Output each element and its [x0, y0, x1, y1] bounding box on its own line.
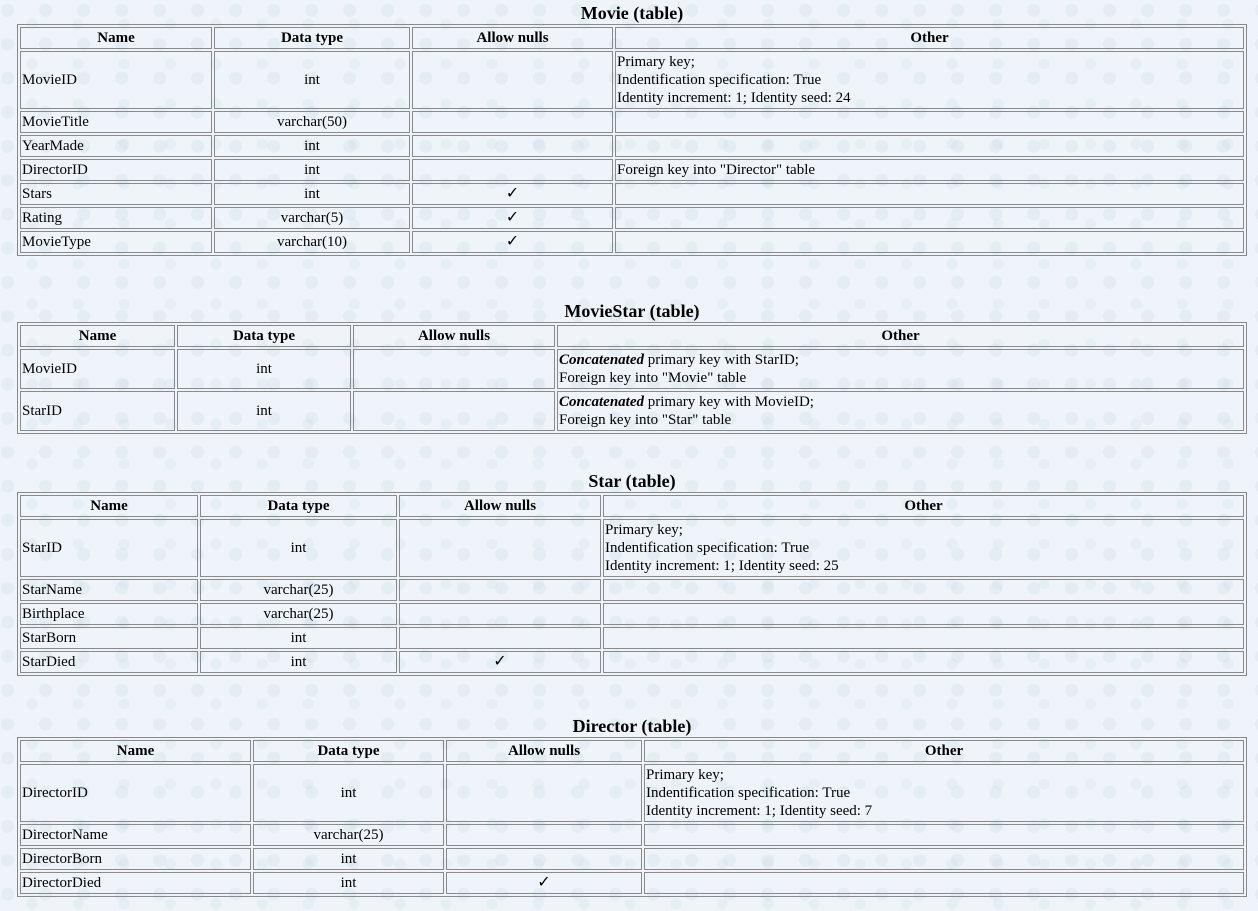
concatenated-emphasis: Concatenated: [559, 394, 644, 410]
other-line: Identity increment: 1; Identity seed: 24: [617, 90, 851, 106]
column-nulls: [412, 51, 613, 109]
other-text: primary key with StarID;: [644, 352, 799, 368]
other-line: Foreign key into "Movie" table: [559, 370, 747, 386]
column-name: Birthplace: [20, 603, 198, 625]
director-table-section: [17, 715, 1247, 897]
allow-nulls-check-icon: ✓: [412, 183, 613, 205]
column-other: [644, 764, 1244, 822]
allow-nulls-check-icon: ✓: [412, 231, 613, 253]
table-row: [20, 391, 1244, 431]
director-schema-table: [17, 737, 1247, 897]
column-name: DirectorID: [20, 159, 212, 181]
star-table-title: Star (table): [588, 471, 676, 491]
column-type: varchar(25): [200, 603, 397, 625]
column-other: [557, 391, 1244, 431]
header-other: Other: [603, 495, 1244, 517]
table-row: [20, 159, 1244, 181]
allow-nulls-check-icon: ✓: [446, 872, 642, 894]
column-nulls: [399, 579, 601, 601]
other-line: Indentification specification: True: [605, 540, 810, 556]
column-other: Foreign key into "Director" table: [615, 159, 1244, 181]
header-data-type: Data type: [200, 495, 397, 517]
column-other: [644, 872, 1244, 894]
allow-nulls-check-icon: ✓: [412, 207, 613, 229]
column-nulls: [353, 391, 555, 431]
column-type: int: [200, 627, 397, 649]
column-other: [615, 51, 1244, 109]
other-line: Indentification specification: True: [646, 785, 851, 801]
header-row: [20, 325, 1244, 347]
column-other: [615, 135, 1244, 157]
table-row: [20, 111, 1244, 133]
table-row: [20, 824, 1244, 846]
column-type: int: [214, 159, 410, 181]
other-line: Identity increment: 1; Identity seed: 25: [605, 558, 839, 574]
header-row: [20, 740, 1244, 762]
header-data-type: Data type: [177, 325, 351, 347]
star-schema-table: [17, 492, 1247, 676]
other-line: Primary key;: [605, 522, 683, 538]
column-nulls: [399, 519, 601, 577]
table-row: [20, 603, 1244, 625]
column-name: YearMade: [20, 135, 212, 157]
table-row: [20, 135, 1244, 157]
table-row: [20, 579, 1244, 601]
table-row: [20, 872, 1244, 894]
movie-schema-table: [17, 24, 1247, 256]
column-other: [644, 848, 1244, 870]
column-type: int: [200, 519, 397, 577]
column-name: DirectorBorn: [20, 848, 251, 870]
movie-table-title: Movie (table): [580, 3, 684, 23]
column-name: DirectorName: [20, 824, 251, 846]
header-name: Name: [20, 27, 212, 49]
other-line: Foreign key into "Star" table: [559, 412, 732, 428]
column-nulls: [446, 764, 642, 822]
column-type: int: [214, 183, 410, 205]
column-other: [603, 627, 1244, 649]
table-row: [20, 231, 1244, 253]
header-row: [20, 495, 1244, 517]
other-line: Identity increment: 1; Identity seed: 7: [646, 803, 873, 819]
column-other: [615, 231, 1244, 253]
column-other: [603, 519, 1244, 577]
column-name: StarDied: [20, 651, 198, 673]
column-other: [603, 579, 1244, 601]
header-other: Other: [644, 740, 1244, 762]
column-type: varchar(10): [214, 231, 410, 253]
header-allow-nulls: Allow nulls: [399, 495, 601, 517]
header-name: Name: [20, 325, 175, 347]
header-row: [20, 27, 1244, 49]
header-allow-nulls: Allow nulls: [353, 325, 555, 347]
moviestar-schema-table: [17, 322, 1247, 434]
column-name: MovieType: [20, 231, 212, 253]
column-type: int: [253, 872, 444, 894]
table-row: [20, 627, 1244, 649]
column-other: [615, 183, 1244, 205]
other-line: [559, 393, 1242, 411]
column-nulls: [353, 349, 555, 389]
column-name: StarID: [20, 391, 175, 431]
column-nulls: [446, 824, 642, 846]
column-name: Rating: [20, 207, 212, 229]
movie-table-section: [17, 2, 1247, 256]
column-type: varchar(25): [253, 824, 444, 846]
other-text: primary key with MovieID;: [644, 394, 814, 410]
other-line: Primary key;: [646, 767, 724, 783]
column-name: StarID: [20, 519, 198, 577]
column-name: StarBorn: [20, 627, 198, 649]
column-other: [603, 603, 1244, 625]
column-nulls: [399, 627, 601, 649]
column-type: int: [253, 848, 444, 870]
column-nulls: [399, 603, 601, 625]
column-type: int: [200, 651, 397, 673]
header-allow-nulls: Allow nulls: [446, 740, 642, 762]
column-type: varchar(50): [214, 111, 410, 133]
allow-nulls-check-icon: ✓: [399, 651, 601, 673]
column-nulls: [412, 135, 613, 157]
table-row: [20, 207, 1244, 229]
column-name: StarName: [20, 579, 198, 601]
column-nulls: [446, 848, 642, 870]
column-type: int: [177, 349, 351, 389]
other-line: [559, 351, 1242, 369]
header-allow-nulls: Allow nulls: [412, 27, 613, 49]
column-nulls: [412, 111, 613, 133]
column-name: DirectorDied: [20, 872, 251, 894]
table-row: [20, 519, 1244, 577]
column-other: [603, 651, 1244, 673]
header-name: Name: [20, 740, 251, 762]
header-other: Other: [615, 27, 1244, 49]
column-name: MovieID: [20, 51, 212, 109]
column-name: MovieID: [20, 349, 175, 389]
column-other: [557, 349, 1244, 389]
table-row: [20, 183, 1244, 205]
column-name: Stars: [20, 183, 212, 205]
column-type: int: [214, 51, 410, 109]
director-table-title: Director (table): [572, 716, 692, 736]
table-row: [20, 848, 1244, 870]
header-data-type: Data type: [253, 740, 444, 762]
table-row: [20, 651, 1244, 673]
star-table-section: [17, 470, 1247, 676]
column-type: varchar(25): [200, 579, 397, 601]
other-line: Primary key;: [617, 54, 695, 70]
column-type: int: [214, 135, 410, 157]
column-other: [615, 207, 1244, 229]
table-row: [20, 764, 1244, 822]
header-other: Other: [557, 325, 1244, 347]
column-name: MovieTitle: [20, 111, 212, 133]
column-type: varchar(5): [214, 207, 410, 229]
column-name: DirectorID: [20, 764, 251, 822]
table-row: [20, 51, 1244, 109]
column-nulls: [412, 159, 613, 181]
column-type: int: [253, 764, 444, 822]
column-type: int: [177, 391, 351, 431]
moviestar-table-title: MovieStar (table): [564, 301, 700, 321]
column-other: [615, 111, 1244, 133]
other-line: Indentification specification: True: [617, 72, 822, 88]
header-name: Name: [20, 495, 198, 517]
column-other: [644, 824, 1244, 846]
concatenated-emphasis: Concatenated: [559, 352, 644, 368]
table-row: [20, 349, 1244, 389]
moviestar-table-section: [17, 300, 1247, 434]
header-data-type: Data type: [214, 27, 410, 49]
